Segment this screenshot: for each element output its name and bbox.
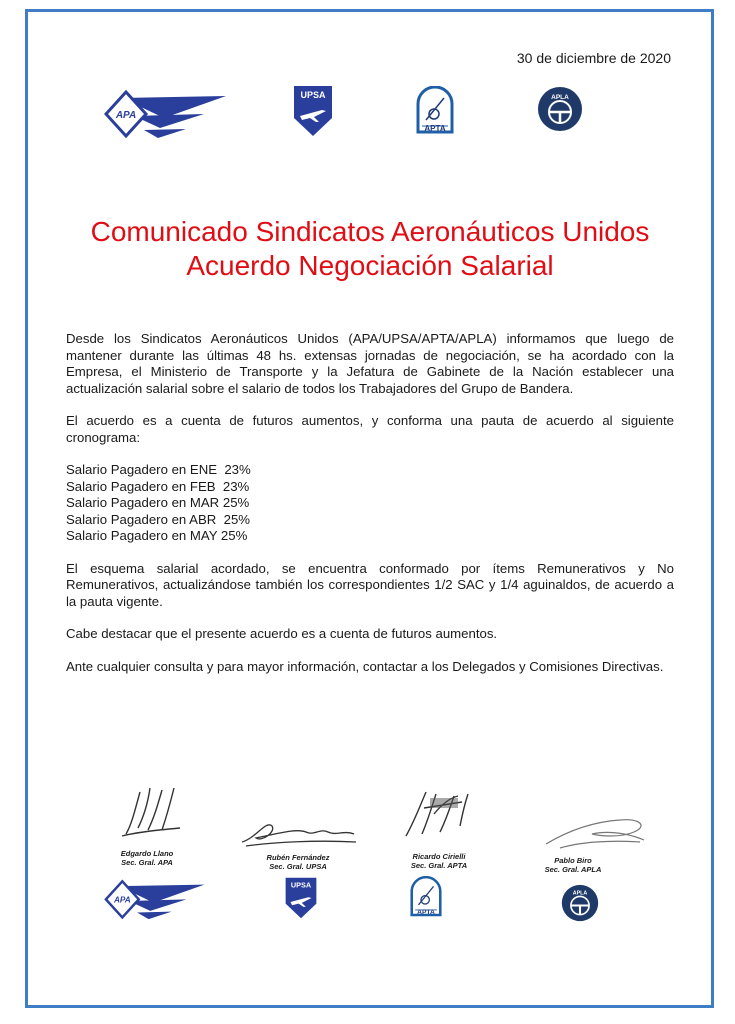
signer-name-llano: Edgardo Llano <box>120 849 174 858</box>
upsa-logo <box>292 84 334 138</box>
document-date: 30 de diciembre de 2020 <box>516 50 671 66</box>
upsa-logo-text: UPSA <box>300 90 326 100</box>
apa-logo-text: APA <box>115 110 137 121</box>
signature-biro <box>540 812 652 854</box>
title-line-1: Comunicado Sindicatos Aeronáuticos Unidos <box>90 216 650 247</box>
svg-text:APLA: APLA <box>572 890 588 897</box>
signature-fernandez <box>236 812 360 852</box>
paragraph-intro: Desde los Sindicatos Aeronáuticos Unidos (APA/UPSA/APTA/APLA) informamos que luego de mantener durante las últimas 48 hs. extensas jornadas de negociación, se ha acordado con la Empresa, el Ministerio de Transporte y la Jefatura de Gabinete de la Nación establecer una actualización salarial sobre el salario de todos los Trabajadores del Grupo de Bandera. <box>66 331 674 396</box>
signer-name-cirielli: Ricardo Cirielli <box>412 852 466 861</box>
signer-role-biro: Sec. Gral. APLA <box>544 865 602 874</box>
svg-text:UPSA: UPSA <box>290 880 312 890</box>
paragraph-contact: Ante cualquier consulta y para mayor información, contactar a los Delegados y Comisiones Directivas. <box>66 658 664 674</box>
signer-name-biro: Pablo Biro <box>554 856 592 865</box>
apta-logo-bottom <box>405 876 447 922</box>
signature-cirielli <box>400 786 476 842</box>
signer-role-llano: Sec. Gral. APA <box>121 858 173 867</box>
document-body <box>66 331 674 691</box>
svg-text:APTA: APTA <box>417 909 435 917</box>
salary-line-may: Salario Pagadero en MAY 25% <box>66 528 248 543</box>
paragraph-note: Cabe destacar que el presente acuerdo es a cuenta de futuros aumentos. <box>66 626 498 641</box>
signer-role-fernandez: Sec. Gral. UPSA <box>269 862 327 871</box>
salary-line-feb: Salario Pagadero en FEB 23% <box>66 478 250 494</box>
paragraph-scheme: El esquema salarial acordado, se encuentra conformado por ítems Remunerativos y No Remunerativos, actualizándose también los correspondientes 1/2 SAC y 1/4 aguinaldos, de acuerdo a la pauta vigente. <box>66 560 674 609</box>
signature-llano <box>118 784 188 842</box>
salary-line-mar: Salario Pagadero en MAR 25% <box>66 495 250 510</box>
signer-role-cirielli: Sec. Gral. APTA <box>410 861 468 870</box>
salary-line-ene: Salario Pagadero en ENE 23% <box>66 462 251 477</box>
apa-logo <box>104 88 230 144</box>
paragraph-agreement: El acuerdo es a cuenta de futuros aumentos, y conforma una pauta de acuerdo al siguiente cronograma: <box>66 413 674 445</box>
apa-logo-bottom <box>104 878 208 924</box>
apla-logo-bottom <box>561 884 599 922</box>
apta-logo <box>410 86 460 140</box>
signer-name-fernandez: Rubén Fernández <box>266 853 330 862</box>
apla-logo-text: APLA <box>551 94 569 101</box>
title-line-2: Acuerdo Negociación Salarial <box>186 250 554 281</box>
apta-logo-text: APTA <box>424 124 446 133</box>
upsa-logo-bottom <box>284 876 318 920</box>
document-title <box>40 215 700 283</box>
svg-text:APA: APA <box>113 895 131 905</box>
salary-schedule <box>66 462 674 545</box>
apla-logo <box>537 86 583 132</box>
salary-line-abr: Salario Pagadero en ABR 25% <box>66 511 251 527</box>
